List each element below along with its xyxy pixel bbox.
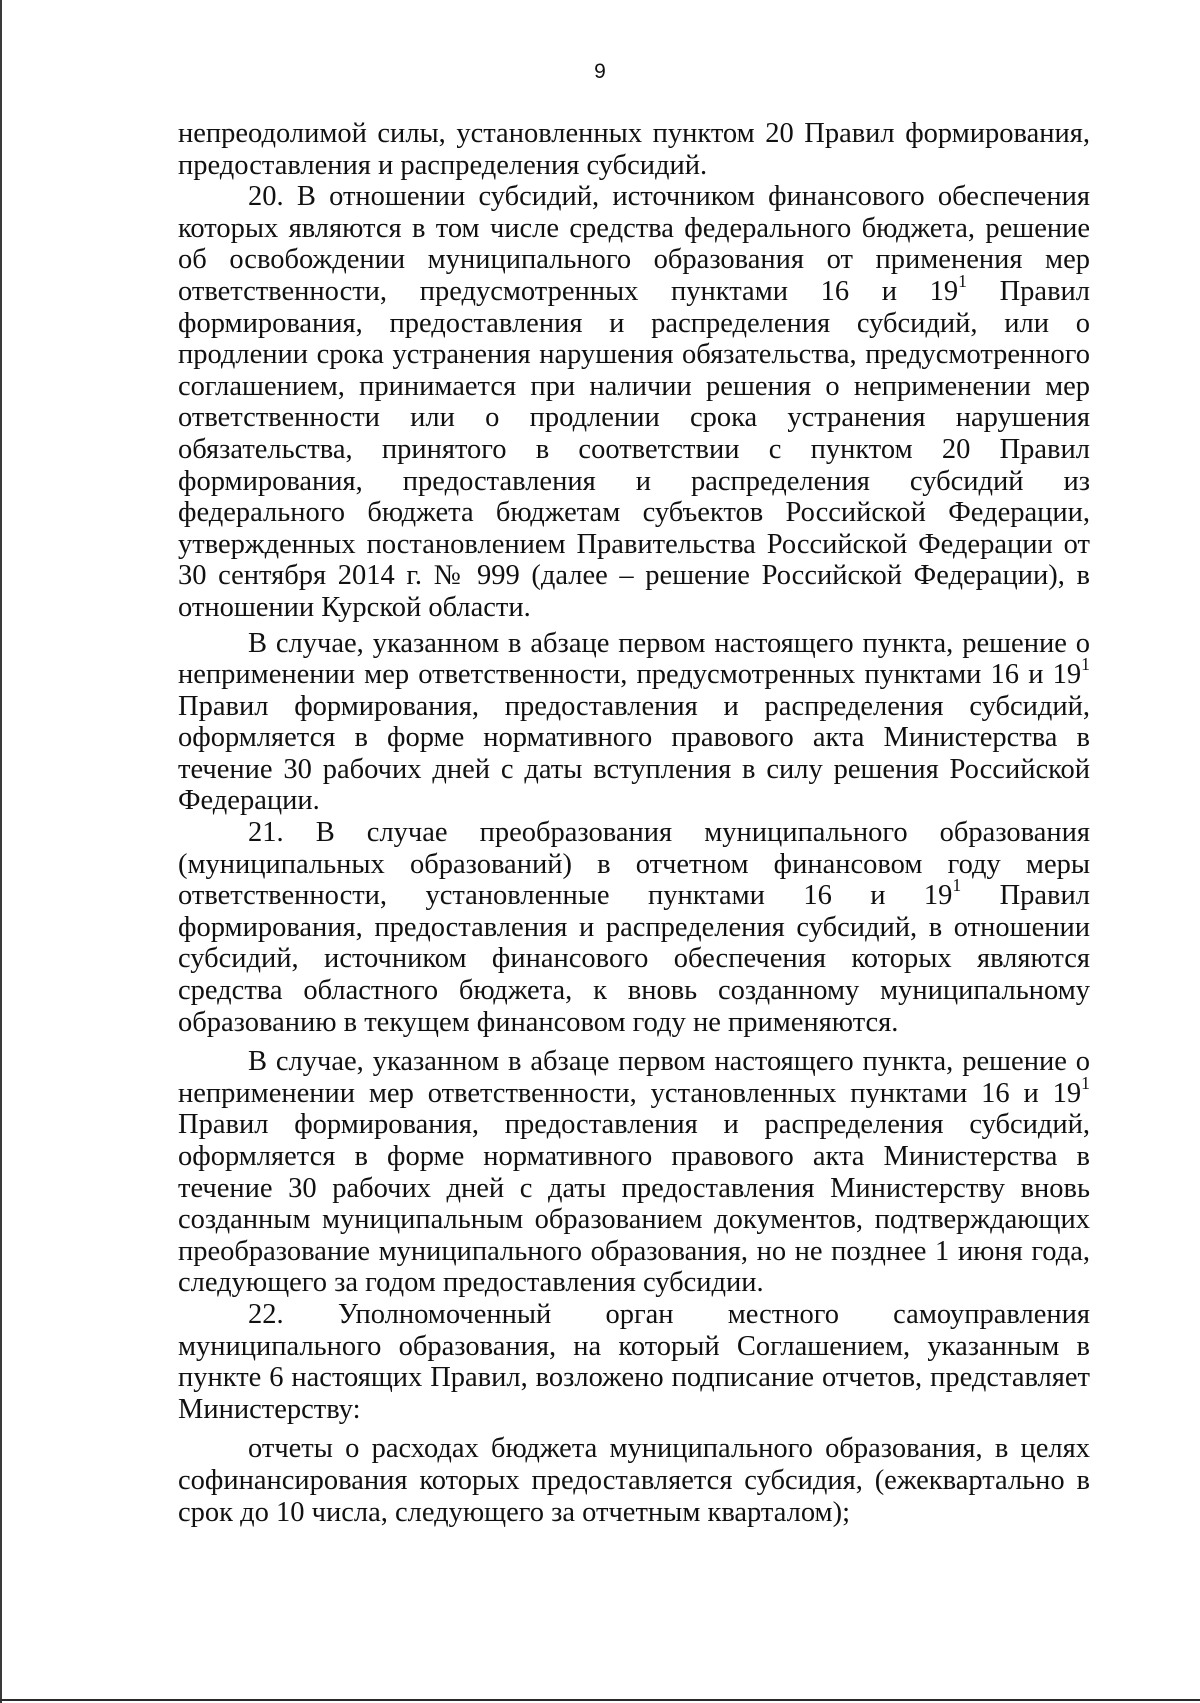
- scan-left-border: [0, 0, 2, 1703]
- paragraph-text: 21. В случае преобразования муниципального образования (муниципальных образований) в отчетном финансовом году меры ответственности, установленные пунктами 16 и 19: [178, 817, 1090, 912]
- paragraph-item-21-second: [178, 1046, 1090, 1299]
- paragraph-text: В случае, указанном в абзаце первом настоящего пункта, решение о неприменении мер ответственности, установленных пунктами 16 и 19: [178, 1046, 1090, 1109]
- paragraph-text: Правил формирования, предоставления и распределения субсидий, оформляется в форме нормативного правового акта Министерства в течение 30 рабочих дней с даты предоставления Министерству вновь созданным муниципальным образованием документов, подтверждающих преобразование муниципального образования, но не позднее 1 июня года, следующего за годом предоставления субсидии.: [178, 1109, 1090, 1299]
- superscript: 1: [1081, 653, 1090, 674]
- superscript: 1: [958, 270, 967, 291]
- paragraph-text: Правил формирования, предоставления и распределения субсидий, или о продлении срока устранения нарушения обязательства, предусмотренного соглашением, принимается при наличии решения о неприменении мер ответственности или о продлении срока устранения нарушения обязательства, принятого в соответствии с пунктом 20 Правил формирования, предоставления и распределения субсидий из федерального бюджета бюджетам субъектов Российской Федерации, утвержденных постановлением Правительства Российской Федерации от 30 сентября 2014 г. № 999 (далее – решение Российской Федерации), в отношении Курской области.: [178, 275, 1090, 623]
- paragraph-item-22: 22. Уполномоченный орган местного самоуправления муниципального образования, на который Соглашением, указанным в пункте 6 настоящих Правил, возложено подписание отчетов, представляет Министерству:: [178, 1298, 1090, 1425]
- superscript: 1: [952, 875, 962, 895]
- paragraph-text: Правил формирования, предоставления и распределения субсидий, оформляется в форме нормативного правового акта Министерства в течение 30 рабочих дней с даты вступления в силу решения Российской Федерации.: [178, 690, 1090, 817]
- paragraph-item-20: [178, 181, 1090, 623]
- document-body: [178, 118, 1090, 1528]
- paragraph-item-21: [178, 817, 1090, 1038]
- paragraph-text: В случае, указанном в абзаце первом настоящего пункта, решение о неприменении мер ответственности, предусмотренных пунктами 16 и 19: [178, 627, 1090, 691]
- page-number: 9: [594, 60, 606, 83]
- paragraph-item-20-second: [178, 628, 1090, 818]
- paragraph-item-22-reports: отчеты о расходах бюджета муниципального образования, в целях софинансирования которых предоставляется субсидия, (ежеквартально в срок до 10 числа, следующего за отчетным кварталом);: [178, 1433, 1090, 1528]
- paragraph-text: Правил формирования, предоставления и распределения субсидий, в отношении субсидий, источником финансового обеспечения которых являются средства областного бюджета, к вновь созданному муниципальному образованию в текущем финансовом году не применяются.: [178, 880, 1090, 1038]
- paragraph-text: 20. В отношении субсидий, источником финансового обеспечения которых являются в том числе средства федерального бюджета, решение об освобождении муниципального образования от применения мер ответственности, предусмотренных пунктами 16 и 19: [178, 181, 1090, 307]
- superscript: 1: [1081, 1072, 1090, 1093]
- paragraph-continuation: непреодолимой силы, установленных пунктом 20 Правил формирования, предоставления и распределения субсидий.: [178, 118, 1090, 181]
- scan-bottom-border: [0, 1699, 1200, 1701]
